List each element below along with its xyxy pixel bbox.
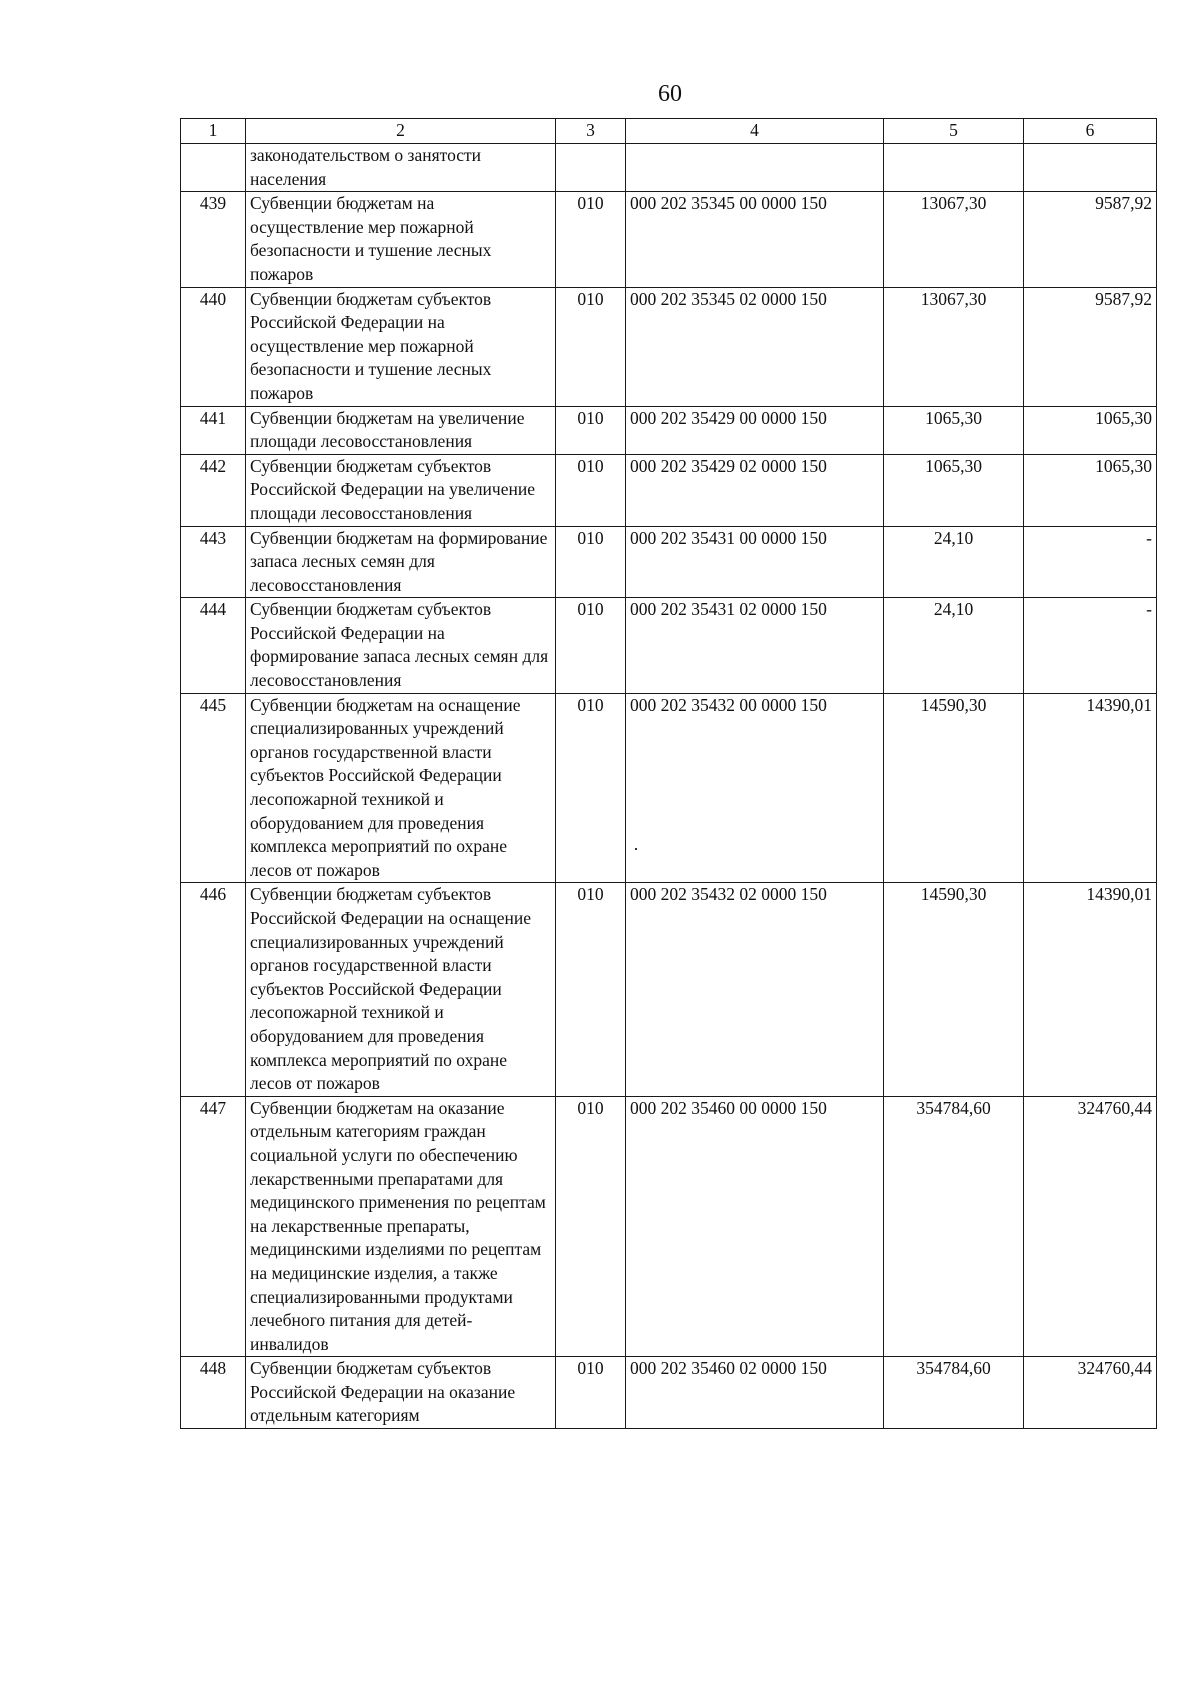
row-number-cell: 442: [181, 454, 246, 526]
row-code-cell: 000 202 35345 02 0000 150: [626, 287, 884, 406]
row-amount5-cell: 13067,30: [884, 192, 1024, 287]
row-name-cell: Субвенции бюджетам на осуществление мер пожарной безопасности и тушение лесных пожаров: [246, 192, 556, 287]
row-number-cell: 441: [181, 406, 246, 454]
row-number-cell: 444: [181, 598, 246, 693]
row-number-cell: [181, 144, 246, 192]
row-amount6-cell: 9587,92: [1024, 192, 1157, 287]
row-amount5-cell: 24,10: [884, 526, 1024, 598]
row-code-cell: 000 202 35429 00 0000 150: [626, 406, 884, 454]
row-name-cell: Субвенции бюджетам субъектов Российской Федерации на формирование запаса лесных семян для лесовосстановления: [246, 598, 556, 693]
row-name-cell: Субвенции бюджетам субъектов Российской Федерации на увеличение площади лесовосстановления: [246, 454, 556, 526]
table-row: [181, 454, 1157, 526]
row-group-cell: 010: [556, 883, 626, 1096]
header-col-6: 6: [1024, 119, 1157, 144]
row-name-cell: Субвенции бюджетам на оказание отдельным категориям граждан социальной услуги по обеспечению лекарственными препаратами для медицинского применения по рецептам на лекарственные препараты, медицинскими изделиями по рецептам на медицинские изделия, а также специализированными продуктами лечебного питания для детей-инвалидов: [246, 1096, 556, 1357]
row-amount5-cell: 13067,30: [884, 287, 1024, 406]
row-group-cell: 010: [556, 598, 626, 693]
header-col-5: 5: [884, 119, 1024, 144]
table-row: [181, 693, 1157, 883]
row-code-cell: 000 202 35432 00 0000 150: [626, 693, 884, 883]
row-amount5-cell: [884, 144, 1024, 192]
row-number-cell: 439: [181, 192, 246, 287]
row-group-cell: 010: [556, 454, 626, 526]
row-group-cell: [556, 144, 626, 192]
row-number-cell: 448: [181, 1357, 246, 1429]
row-number-cell: 443: [181, 526, 246, 598]
row-code-cell: 000 202 35431 02 0000 150: [626, 598, 884, 693]
row-group-cell: 010: [556, 406, 626, 454]
row-group-cell: 010: [556, 287, 626, 406]
header-col-2: 2: [246, 119, 556, 144]
row-amount6-cell: -: [1024, 598, 1157, 693]
row-amount6-cell: 9587,92: [1024, 287, 1157, 406]
header-col-1: 1: [181, 119, 246, 144]
row-amount6-cell: 1065,30: [1024, 454, 1157, 526]
continuation-row: [181, 144, 1157, 192]
row-group-cell: 010: [556, 1096, 626, 1357]
row-group-cell: 010: [556, 192, 626, 287]
table-row: [181, 287, 1157, 406]
row-amount5-cell: 1065,30: [884, 406, 1024, 454]
table-row: [181, 883, 1157, 1096]
table-row: [181, 406, 1157, 454]
table-header: [181, 119, 1157, 144]
row-group-cell: 010: [556, 1357, 626, 1429]
row-name-cell: Субвенции бюджетам на оснащение специализированных учреждений органов государственной власти субъектов Российской Федерации лесопожарной техникой и оборудованием для проведения комплекса мероприятий по охране лесов от пожаров: [246, 693, 556, 883]
row-name-cell: Субвенции бюджетам на увеличение площади лесовосстановления: [246, 406, 556, 454]
row-amount5-cell: 14590,30: [884, 883, 1024, 1096]
row-number-cell: 446: [181, 883, 246, 1096]
row-amount6-cell: 324760,44: [1024, 1357, 1157, 1429]
row-amount5-cell: 354784,60: [884, 1096, 1024, 1357]
row-amount6-cell: 324760,44: [1024, 1096, 1157, 1357]
row-code-cell: 000 202 35431 00 0000 150: [626, 526, 884, 598]
row-amount6-cell: [1024, 144, 1157, 192]
row-name-cell: законодательством о занятости населения: [246, 144, 556, 192]
scan-speck: [635, 848, 637, 850]
table-row: [181, 192, 1157, 287]
row-amount5-cell: 354784,60: [884, 1357, 1024, 1429]
row-number-cell: 440: [181, 287, 246, 406]
row-amount5-cell: 24,10: [884, 598, 1024, 693]
page-number: 60: [658, 81, 682, 107]
row-code-cell: 000 202 35345 00 0000 150: [626, 192, 884, 287]
row-group-cell: 010: [556, 526, 626, 598]
row-code-cell: 000 202 35460 02 0000 150: [626, 1357, 884, 1429]
row-code-cell: 000 202 35432 02 0000 150: [626, 883, 884, 1096]
row-name-cell: Субвенции бюджетам субъектов Российской Федерации на осуществление мер пожарной безопасности и тушение лесных пожаров: [246, 287, 556, 406]
row-code-cell: 000 202 35429 02 0000 150: [626, 454, 884, 526]
row-amount6-cell: -: [1024, 526, 1157, 598]
row-code-cell: 000 202 35460 00 0000 150: [626, 1096, 884, 1357]
budget-table: [180, 118, 1157, 1429]
header-col-3: 3: [556, 119, 626, 144]
table-row: [181, 1096, 1157, 1357]
row-amount6-cell: 1065,30: [1024, 406, 1157, 454]
table-body: [181, 144, 1157, 1429]
row-name-cell: Субвенции бюджетам субъектов Российской Федерации на оснащение специализированных учреждений органов государственной власти субъектов Российской Федерации лесопожарной техникой и оборудованием для проведения комплекса мероприятий по охране лесов от пожаров: [246, 883, 556, 1096]
row-number-cell: 445: [181, 693, 246, 883]
header-col-4: 4: [626, 119, 884, 144]
row-amount6-cell: 14390,01: [1024, 883, 1157, 1096]
table-row: [181, 598, 1157, 693]
row-number-cell: 447: [181, 1096, 246, 1357]
row-name-cell: Субвенции бюджетам на формирование запаса лесных семян для лесовосстановления: [246, 526, 556, 598]
row-amount5-cell: 14590,30: [884, 693, 1024, 883]
row-name-cell: Субвенции бюджетам субъектов Российской Федерации на оказание отдельным категориям: [246, 1357, 556, 1429]
row-group-cell: 010: [556, 693, 626, 883]
row-amount5-cell: 1065,30: [884, 454, 1024, 526]
row-amount6-cell: 14390,01: [1024, 693, 1157, 883]
header-row: [181, 119, 1157, 144]
table-row: [181, 1357, 1157, 1429]
table-row: [181, 526, 1157, 598]
row-code-cell: [626, 144, 884, 192]
